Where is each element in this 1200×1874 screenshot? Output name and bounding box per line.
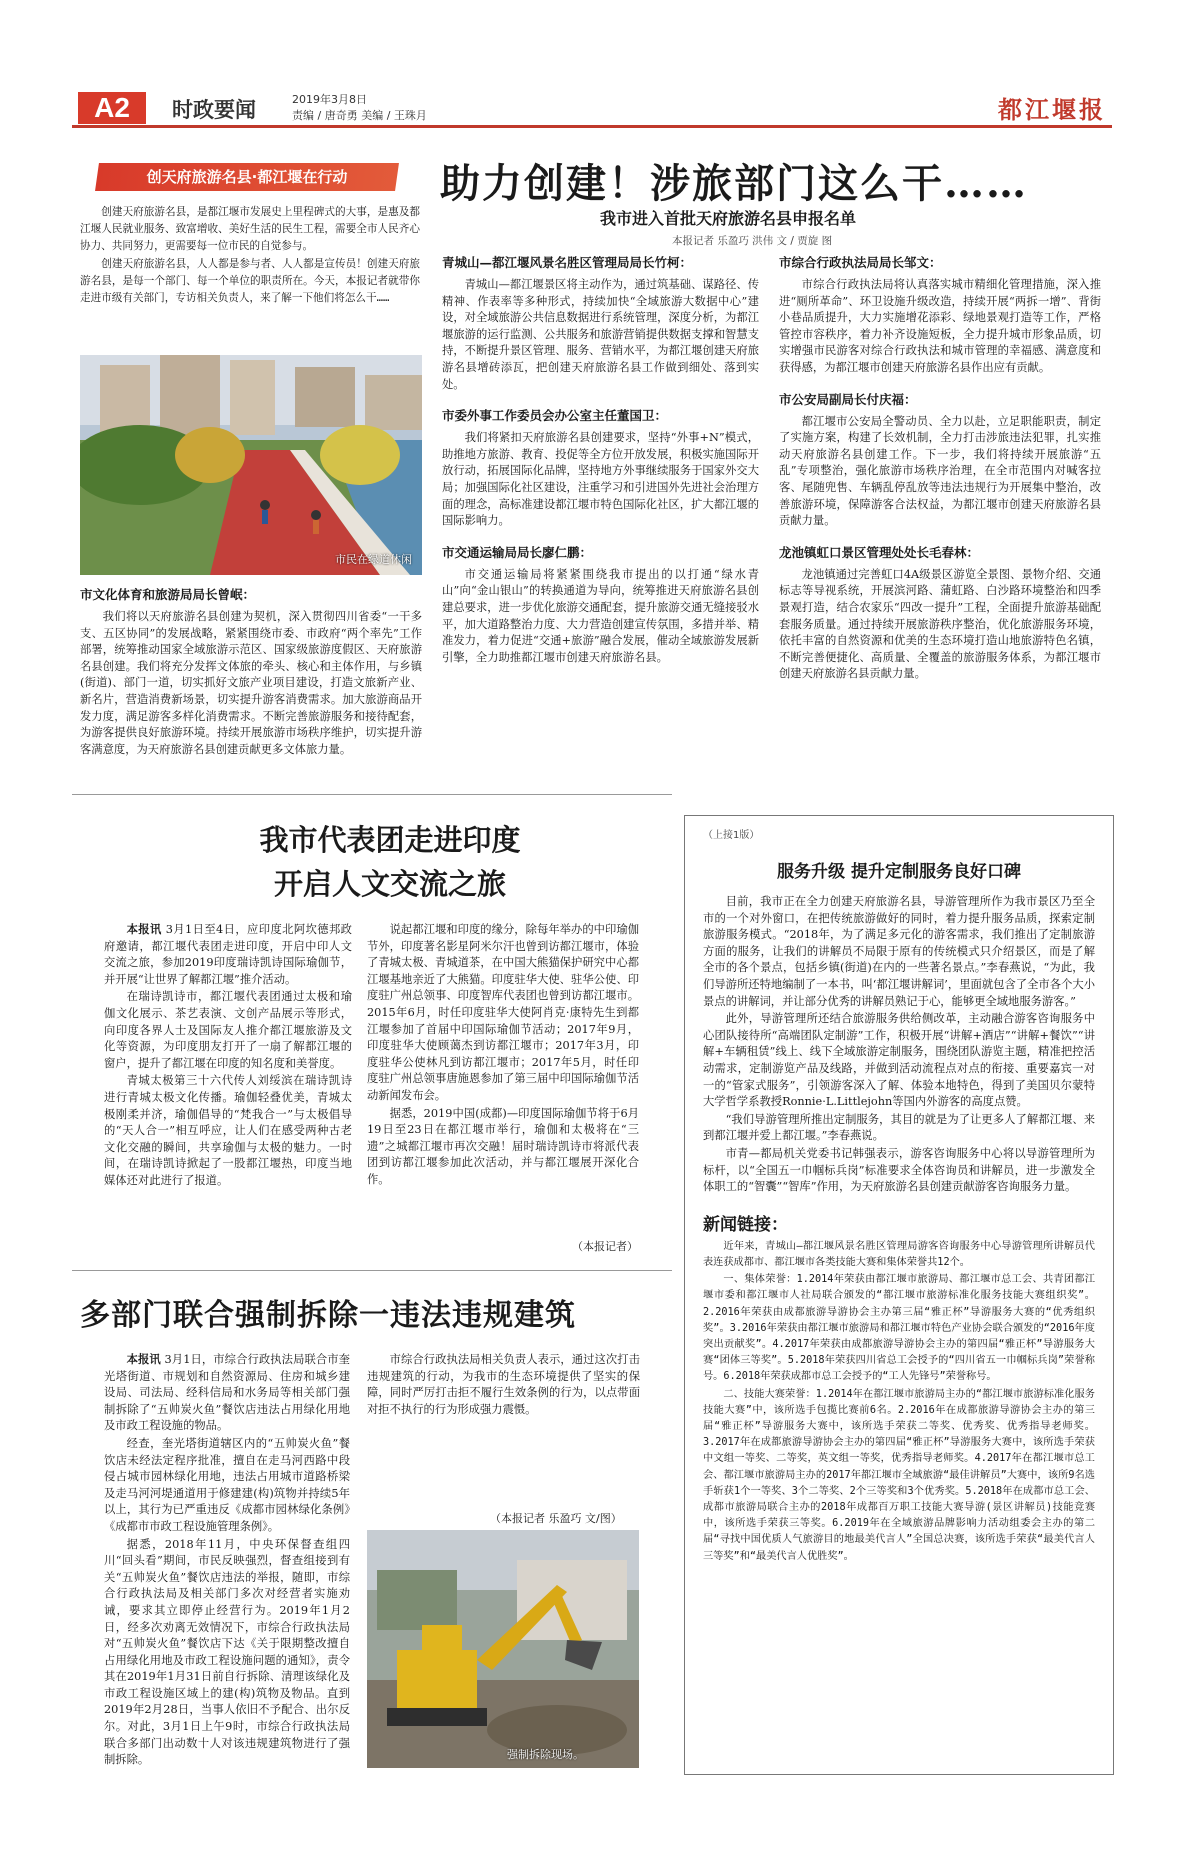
- link-paragraph: 近年来，青城山—都江堰风景名胜区管理局游客咨询服务中心导游管理所讲解员代表连获成都市、都江堰市各类技能大赛和集体荣誉共12个。: [703, 1240, 1095, 1268]
- editors: 责编 / 唐奇勇 美编 / 王珠月: [292, 109, 427, 122]
- campaign-banner: [95, 163, 399, 191]
- india-signoff: （本报记者）: [572, 1240, 638, 1253]
- section-title: 市文化体育和旅游局局长曾岷：: [80, 587, 256, 602]
- tourism-subhead: 我市进入首批天府旅游名县申报名单: [600, 209, 857, 228]
- section-scenic: [442, 246, 759, 667]
- text: 3月1日，市综合行政执法局联合市奎光塔街道、市规划和自然资源局、住房和城乡建设局、司法局、经科信局和水务局等相关部门强制拆除了“五帅炭火鱼”餐饮店违法占用绿化用地及市政工程设施的物品。: [104, 1353, 350, 1433]
- banner-text: 创天府旅游名县·都江堰在行动: [146, 168, 348, 186]
- section-name: 时政要闻: [172, 98, 256, 122]
- service-paragraph: 目前，我市正在全力创建天府旅游名县，导游管理所作为我市景区乃至全市的一个对外窗口，在把传统旅游做好的同时，着力提升服务品质，探索定制旅游服务模式。“2018年，为了满足多元化的游客需求，我们推出了定制旅游方面的服务，让我们的讲解员不局限于原有的传统模式只介绍景区，而是了解全市的各个景点，包括乡镇(街道)在内的一些著名景点。”李春燕说，“为此，我们导游所还特地编制了一本书，叫‘都江堰讲解词’，里面就包含了全市各个大小景点的讲解词，并让部分优秀的讲解员熟记于心，能够更全域地服务游客。”: [703, 895, 1095, 1008]
- masthead-logo: 都江堰报: [998, 95, 1106, 124]
- intro-paragraph: 创建天府旅游名县，是都江堰市发展史上里程碑式的大事，是惠及都江堰人民就业服务、致富增收、美好生活的民生工程，需要全市人民齐心协力、共同努力，更需要每一位市民的自觉参与。: [80, 206, 420, 252]
- section-body: 龙池镇通过完善虹口4A级景区游览全景图、景物介绍、交通标志等导视系统，开展滨河路、蒲虹路、白沙路环境整治和四季景观打造，结合农家乐“四改一提升”工程，全面提升旅游基础配套服务质量。通过持续开展旅游秩序整治，优化旅游服务环境，依托丰富的自然资源和优美的生态环境打造山地旅游特色名镇，不断完善便捷化、高质量、全覆盖的旅游服务体系，为都江堰市创建天府旅游名县贡献力量。: [779, 567, 1101, 681]
- section-title: 市公安局副局长付庆福：: [779, 391, 917, 407]
- section-title: 市交通运输局局长廖仁鹏：: [442, 544, 593, 560]
- continued-note: （上接1版）: [703, 830, 760, 841]
- photo-caption: 强制拆除现场。: [507, 1748, 584, 1761]
- divider: [72, 1270, 672, 1271]
- service-paragraph: 此外，导游管理所还结合旅游服务供给侧改革，主动融合游客咨询服务中心团队接待所“高端团队定制游”工作，积极开展“讲解+酒店”“讲解+餐饮”“讲解+车辆租赁”线上、线下全域旅游定制服务，围绕团队游览主题，精准把控活动需求，定制游览产品及线路，并做到活动流程点对点的衔接、重要嘉宾一对一的“管家式服务”，引领游客深入了解、体验本地特色，得到了美国贝尔蒙特大学哲学系教授Ronnie·L.Littlejohn等国内外游客的高度点赞。: [703, 1012, 1095, 1109]
- demolition-photo: [367, 1530, 639, 1768]
- demolition-headline: 多部门联合强制拆除一违法违规建筑: [80, 1298, 576, 1333]
- link-paragraph: 二、技能大赛荣誉：1.2014年在都江堰市旅游局主办的“都江堰市旅游标准化服务技能大赛”中，该所选手包揽比赛前6名。2.2016年在成都旅游导游协会主办的第三届“雅正杯”导游服务大赛中，该所选手荣获二等奖、优秀奖、优秀指导老师奖。3.2017年在成都旅游导游协会主办的第四届“雅正杯”导游服务大赛中，该所选手荣获中文组一等奖、二等奖，英文组一等奖，优秀指导老师奖。4.2017年在都江堰市总工会、都江堰市旅游局主办的2017年都江堰市全域旅游“最佳讲解员”大赛中，该所9名选手斩获1个一等奖、3个二等奖、2个三等奖和3个优秀奖。5.2018年在成都市总工会、成都市旅游局联合主办的2018年成都百万职工技能大赛导游(景区讲解员)技能竞赛中，该所选手荣获三等奖。6.2019年在全域旅游品牌影响力活动组委会主办的第二届“寻找中国优质人气旅游目的地最美代言人”全国总决赛，该所选手荣获“最美代言人三等奖”和“最美代言人优胜奖”。: [703, 1388, 1095, 1562]
- news-links: [703, 1239, 1095, 1565]
- section-culture: [80, 578, 422, 759]
- text: 3月1日至4日，应印度北阿坎德邦政府邀请，都江堰代表团走进印度，开启中印人文交流之旅，参加2019印度瑞诗凯诗国际瑜伽节，并开展“让世界了解都江堰”推介活动。: [104, 923, 352, 986]
- section-title: 青城山—都江堰风景名胜区管理局局长竹柯：: [442, 255, 693, 270]
- india-paragraph: 青城太极第三十六代传人刘绥滨在瑞诗凯诗进行青城太极文化传播。瑜伽轻叠优美，青城太极刚柔并济，瑜伽倡导的“梵我合一”与太极倡导的“天人合一”相互呼应，让人们在感受两种古老文化交融的瞬间，共享瑜伽与太极的魅力。一时间，在瑞诗凯诗掀起了一股都江堰热，印度当地媒体还对此进行了报道。: [104, 1074, 352, 1187]
- link-paragraph: 一、集体荣誉：1.2014年荣获由都江堰市旅游局、都江堰市总工会、共青团都江堰市委和都江堰市人社局联合颁发的“都江堰市旅游标准化服务技能大赛组织奖”。2.2016年荣获由成都旅游导游协会主办第三届“雅正杯”导游服务大赛的“优秀组织奖”。3.2016年荣获由都江堰市旅游局和都江堰市特色产业协会联合颁发的“2016年度突出贡献奖”。4.2017年荣获由成都旅游导游协会主办的第四届“雅正杯”导游服务大赛“团体三等奖”。5.2018年荣获四川省总工会授予的“四川省五一巾帼标兵岗”荣誉称号。6.2018年荣获成都市总工会授予的“工人先锋号”荣誉称号。: [703, 1274, 1095, 1383]
- section-body: 市综合行政执法局将认真落实城市精细化管理措施，深入推进“厕所革命”、环卫设施升级改造，持续开展“两拆一增”、背街小巷品质提升，大力实施增花添彩、绿地景观打造等工作，严格管控市容秩序，着力补齐设施短板，全力提升城市形象品质，切实增强市民游客对综合行政执法和城市管理的幸福感、满意度和获得感，为都江堰市创建天府旅游名县作出应有贡献。: [779, 278, 1101, 374]
- demolition-paragraph: 市综合行政执法局相关负责人表示，通过这次打击违规建筑的行动，为我市的生态环境提供了坚实的保障，同时严厉打击拒不履行生效条例的行为，以点带面对拒不执行的行为形成强力震慑。: [367, 1353, 640, 1416]
- india-paragraph: 说起都江堰和印度的缘分，除每年举办的中印瑜伽节外，印度著名影星阿米尔汗也曾到访都江堰市，体验了青城太极、青城道茶，在中国大熊猫保护研究中心都江堰基地亲近了大熊猫。印度驻华大使、驻华公使、印度驻广州总领事、印度智库代表团也曾到访都江堰市。2015年6月，时任印度驻华大使阿肖克·康特先生到都江堰参加了首届中印国际瑜伽节活动；2017年9月，印度驻华大使顾蔼杰到访都江堰市；2017年3月，印度驻华公使林凡到访都江堰市；2017年5月，时任印度驻广州总领事唐施恩参加了第三届中印国际瑜伽节活动新闻发布会。: [367, 923, 639, 1102]
- section-body: 我们将以天府旅游名县创建为契机，深入贯彻四川省委“一干多支、五区协同”的发展战略，紧紧围绕市委、市政府“两个率先”工作部署，统筹推动国家全域旅游示范区、国家级旅游度假区、天府旅游名县创建。我们将充分发挥文体旅的牵头、核心和主体作用，与乡镇(街道)、部门一道，切实抓好文旅产业项目建设，打造文旅新产业、新名片，营造消费新场景，切实提升游客消费需求。加大旅游商品开发力度，满足游客多样化消费需求。不断完善旅游服务和接待配套，为游客提供良好旅游环境。持续开展旅游市场秩序维护，切实提升游客满意度，为天府旅游名县创建贡献更多文体旅力量。: [80, 610, 422, 756]
- divider: [72, 794, 672, 795]
- tourism-byline: 本报记者 乐盈巧 洪伟 文 / 贾旋 图: [672, 235, 833, 247]
- intro-paragraph: 创建天府旅游名县，人人都是参与者、人人都是宣传员！创建天府旅游名县，是每一个部门、每一个单位的职责所在。今天，本报记者就带你走进市级有关部门，专访相关负责人，来了解一下他们将怎么干……: [80, 258, 420, 304]
- india-col-2: [367, 922, 639, 1244]
- india-paragraph: 在瑞诗凯诗市，都江堰代表团通过太极和瑜伽文化展示、茶艺表演、文创产品展示等形式，向印度各界人士及国际友人推介都江堰旅游及文化等资源，为印度朋友打开了一扇了解都江堰的窗户，提升了都江堰在印度的知名度和美誉度。: [104, 990, 352, 1070]
- section-title: 龙池镇虹口景区管理处处长毛春林：: [779, 544, 980, 560]
- india-headline-1: 我市代表团走进印度: [259, 823, 521, 857]
- section-enforcement: [779, 246, 1101, 684]
- page-header: [72, 88, 1112, 128]
- greenway-illustration: [80, 355, 422, 575]
- links-title: 新闻链接：: [703, 1214, 788, 1235]
- demolition-col-2: [367, 1352, 640, 1502]
- india-headline-2: 开启人文交流之旅: [273, 867, 506, 901]
- excavator-illustration: [367, 1530, 639, 1768]
- lead: 本报讯: [126, 923, 162, 936]
- india-paragraph: [104, 922, 352, 988]
- demolition-byline: （本报记者 乐盈巧 文/图）: [490, 1512, 622, 1525]
- section-body: 青城山—都江堰景区将主动作为，通过筑基础、谋路径、传精神、作表率等多种形式，持续加快“全域旅游大数据中心”建设，对全域旅游公共信息数据进行系统管理，深度分析，为都江堰旅游的运行监测、公共服务和旅游营销提供数据支撑和智慧支持，不断提升景区管理、服务、营销水平，为都江堰创建天府旅游名县增砖添瓦，把创建天府旅游名县工作做到细处、落到实处。: [442, 278, 759, 391]
- issue-date: 2019年3月8日: [292, 93, 367, 106]
- photo-caption: 市民在绿道休闲: [335, 553, 412, 566]
- service-paragraph: “我们导游管理所推出定制服务，其目的就是为了让更多人了解都江堰、来到都江堰并爱上都江堰。”李春燕说。: [703, 1112, 1095, 1143]
- section-title: 市委外事工作委员会办公室主任董国卫：: [442, 408, 668, 424]
- section-body: 市交通运输局将紧紧围绕我市提出的以打通“绿水青山”向“金山银山”的转换通道为导向，统筹推进天府旅游名县创建总要求，进一步优化旅游交通配套，提升旅游交通无缝接驳水平，加大道路整治力度、大力营造创建宣传氛围，多措并举、精准发力，着力促进“交通+旅游”融合发展，催动全域旅游发展新引擎，全力助推都江堰市创建天府旅游名县。: [442, 567, 759, 664]
- service-headline: 服务升级 提升定制服务良好口碑: [777, 862, 1021, 882]
- india-col-1: [104, 922, 352, 1247]
- demolition-paragraph: 经查，奎光塔街道辖区内的“五帅炭火鱼”餐饮店未经法定程序批准，擅自在走马河西路中段侵占城市园林绿化用地，违法占用城市道路桥梁及走马河河堤通道用于修建建(构)筑物并持续5年以上，其行为已严重违反《成都市园林绿化条例》《成都市市政工程设施管理条例》。: [104, 1436, 350, 1533]
- tourism-headline: 助力创建！涉旅部门这么干……: [440, 160, 1028, 207]
- demolition-col-1: [104, 1352, 350, 1774]
- greenway-photo: [80, 355, 422, 575]
- demolition-paragraph: [104, 1352, 350, 1435]
- service-paragraph: 市青—都局机关党委书记韩强表示，游客咨询服务中心将以导游管理所为标杆，以“全国五一巾帼标兵岗”标准要求全体咨询员和讲解员，进一步激发全体职工的“智囊”“智库”作用，为天府旅游名县创建贡献游客咨询服务力量。: [703, 1146, 1095, 1194]
- lead: 本报讯: [126, 1353, 161, 1366]
- india-paragraph: 据悉，2019中国(成都)—印度国际瑜伽节将于6月19日至23日在都江堰市举行，瑜伽和太极将在“三遗”之城都江堰市再次交融！届时瑞诗凯诗市将派代表团到访都江堰参加此次活动，并与都江堰展开深化合作。: [367, 1106, 639, 1186]
- tourism-intro: [80, 204, 420, 308]
- page-number: A2: [78, 92, 146, 124]
- demolition-paragraph: 据悉，2018年11月，中央环保督查组四川“回头看”期间，市民反映强烈，督查组接到有关“五帅炭火鱼”餐饮店违法的举报，随即，市综合行政执法局及相关部门多次对经营者实施劝诫，要求其立即停止经营行为。2019年1月2日，经多次劝离无效情况下，市综合行政执法局对“五帅炭火鱼”餐饮店下达《关于限期整改擅自占用绿化用地及市政工程设施问题的通知》，责令其在2019年1月31日前自行拆除、清理该绿化及市政工程设施区域上的建(构)筑物及物品。直到2019年2月28日，当事人依旧不予配合、出尔反尔。对此，3月1日上午9时，市综合行政执法局联合多部门出动数十人对该违规建筑物进行了强制拆除。: [104, 1537, 350, 1767]
- section-body: 我们将紧扣天府旅游名县创建要求，坚持“外事+N”模式，助推地方旅游、教育、投促等全方位开放发展，积极实施国际开放行动，拓展国际化品牌，坚持地方外事继续服务于国家外交大局；加强国际化社区建设，注重学习和引进国外先进社会治理方面的理念，高标准建设都江堰市特色国际化社区，扩大都江堰的国际影响力。: [442, 431, 759, 528]
- section-body: 都江堰市公安局全警动员、全力以赴，立足职能职责，制定了实施方案，构建了长效机制，全力打击涉旅违法犯罪，扎实推动天府旅游名县创建工作。下一步，我们将持续开展旅游“五乱”专项整治，强化旅游市场秩序治理，在全市范围内对喊客拉客、尾随兜售、车辆乱停乱放等违法违规行为开展集中整治，改善旅游环境，保障游客合法权益，为都江堰市创建天府旅游名县贡献力量。: [779, 414, 1101, 528]
- service-box: [684, 815, 1114, 1775]
- section-title: 市综合行政执法局局长邹文：: [779, 255, 942, 270]
